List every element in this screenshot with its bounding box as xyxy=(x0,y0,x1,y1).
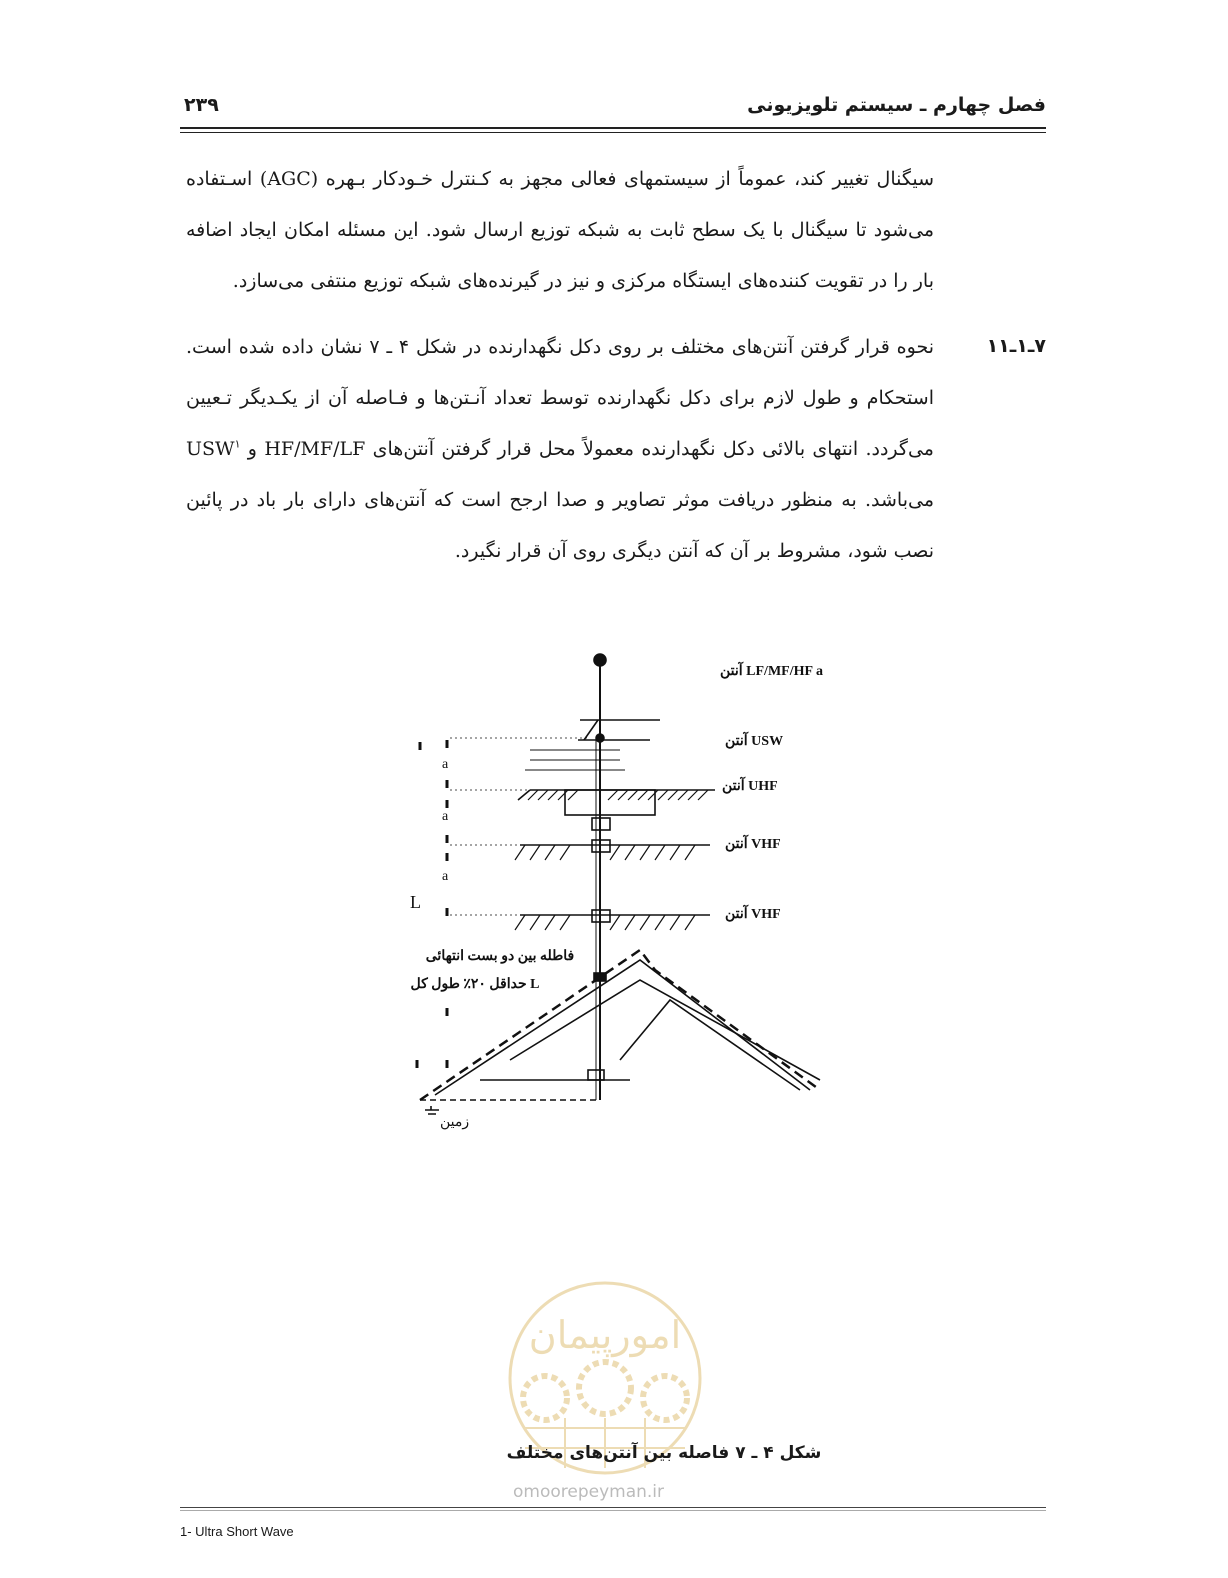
section-text-end: می‌باشد. به منظور دریافت موثر تصاویر و صدا ارجح است که آنتن‌های دارای بار باد در پائین نصب شود، مشروط بر آن که آنتن دیگری روی آن قرار نگیرد. xyxy=(186,489,934,562)
figure-drawing xyxy=(417,654,820,1114)
label-usw: آنتن USW xyxy=(725,734,784,749)
body-paragraph-1: سیگنال تغییر کند، عموماً از سیستمهای فعالی مجهز به کـنترل خـودکار بـهره (AGC) اسـتفاده می‌شود تا سیگنال با یک سطح ثابت به شبکه توزیع ارسال شود. این مسئله امکان ایجاد اضافه بار را در تقویت کننده‌های ایستگاه مرکزی و نیز در گیرنده‌های شبکه توزیع منتفی می‌سازد. xyxy=(186,168,934,292)
label-uhf: آنتن UHF xyxy=(722,779,778,794)
label-a-1: a xyxy=(442,757,449,772)
watermark-url: omoorepeyman.ir xyxy=(513,1482,665,1502)
label-vhf-2: آنتن VHF xyxy=(725,907,781,922)
label-ground: زمین xyxy=(440,1115,470,1130)
note-line-1: فاطله بین دو بست انتهائی xyxy=(425,949,575,964)
watermark-logo-text: امورپیمان xyxy=(528,1313,682,1357)
header-rule xyxy=(180,127,1046,129)
figure-caption: شکل ۴ ـ ۷ فاصله بین آنتن‌های مختلف xyxy=(506,1443,822,1463)
label-a-2: a xyxy=(442,809,449,824)
page-number: ۲۳۹ xyxy=(184,94,219,116)
footnote-rule xyxy=(180,1507,1046,1508)
label-vhf-1: آنتن VHF xyxy=(725,837,781,852)
footnote-marker: ۱ xyxy=(234,437,241,451)
body-paragraph-2 xyxy=(186,322,934,577)
section-number: ۷ـ۱ـ۱۱ xyxy=(986,335,1046,357)
note-line-2: حداقل ۲۰٪ طول کل L xyxy=(410,977,540,992)
label-lf-mf-hf: آنتن LF/MF/HF a xyxy=(720,664,824,679)
label-L: L xyxy=(410,892,421,912)
header-rule-thin xyxy=(180,132,1046,133)
footnote: 1- Ultra Short Wave xyxy=(180,1524,294,1539)
label-a-3: a xyxy=(442,869,449,884)
antenna-mast-figure xyxy=(380,640,850,1140)
running-header-title: فصل چهارم ـ سیستم تلویزیونی xyxy=(747,94,1046,116)
section-text-start: نحوه قرار گرفتن آنتن‌های مختلف بر روی دکل نگهدارنده در شکل ۴ ـ ۷ نشان داده شده است. استحکام و طول لازم برای دکل نگهدارنده توسط تعداد آنـتن‌ها و فـاصله آن از یکـدیگر تـعیین می‌گردد. انتهای بالائی دکل نگهدارنده معمولاً محل قرار گرفتن آنتن‌های HF/MF/LF و USW xyxy=(186,336,934,460)
footnote-rule-light xyxy=(180,1510,1046,1511)
